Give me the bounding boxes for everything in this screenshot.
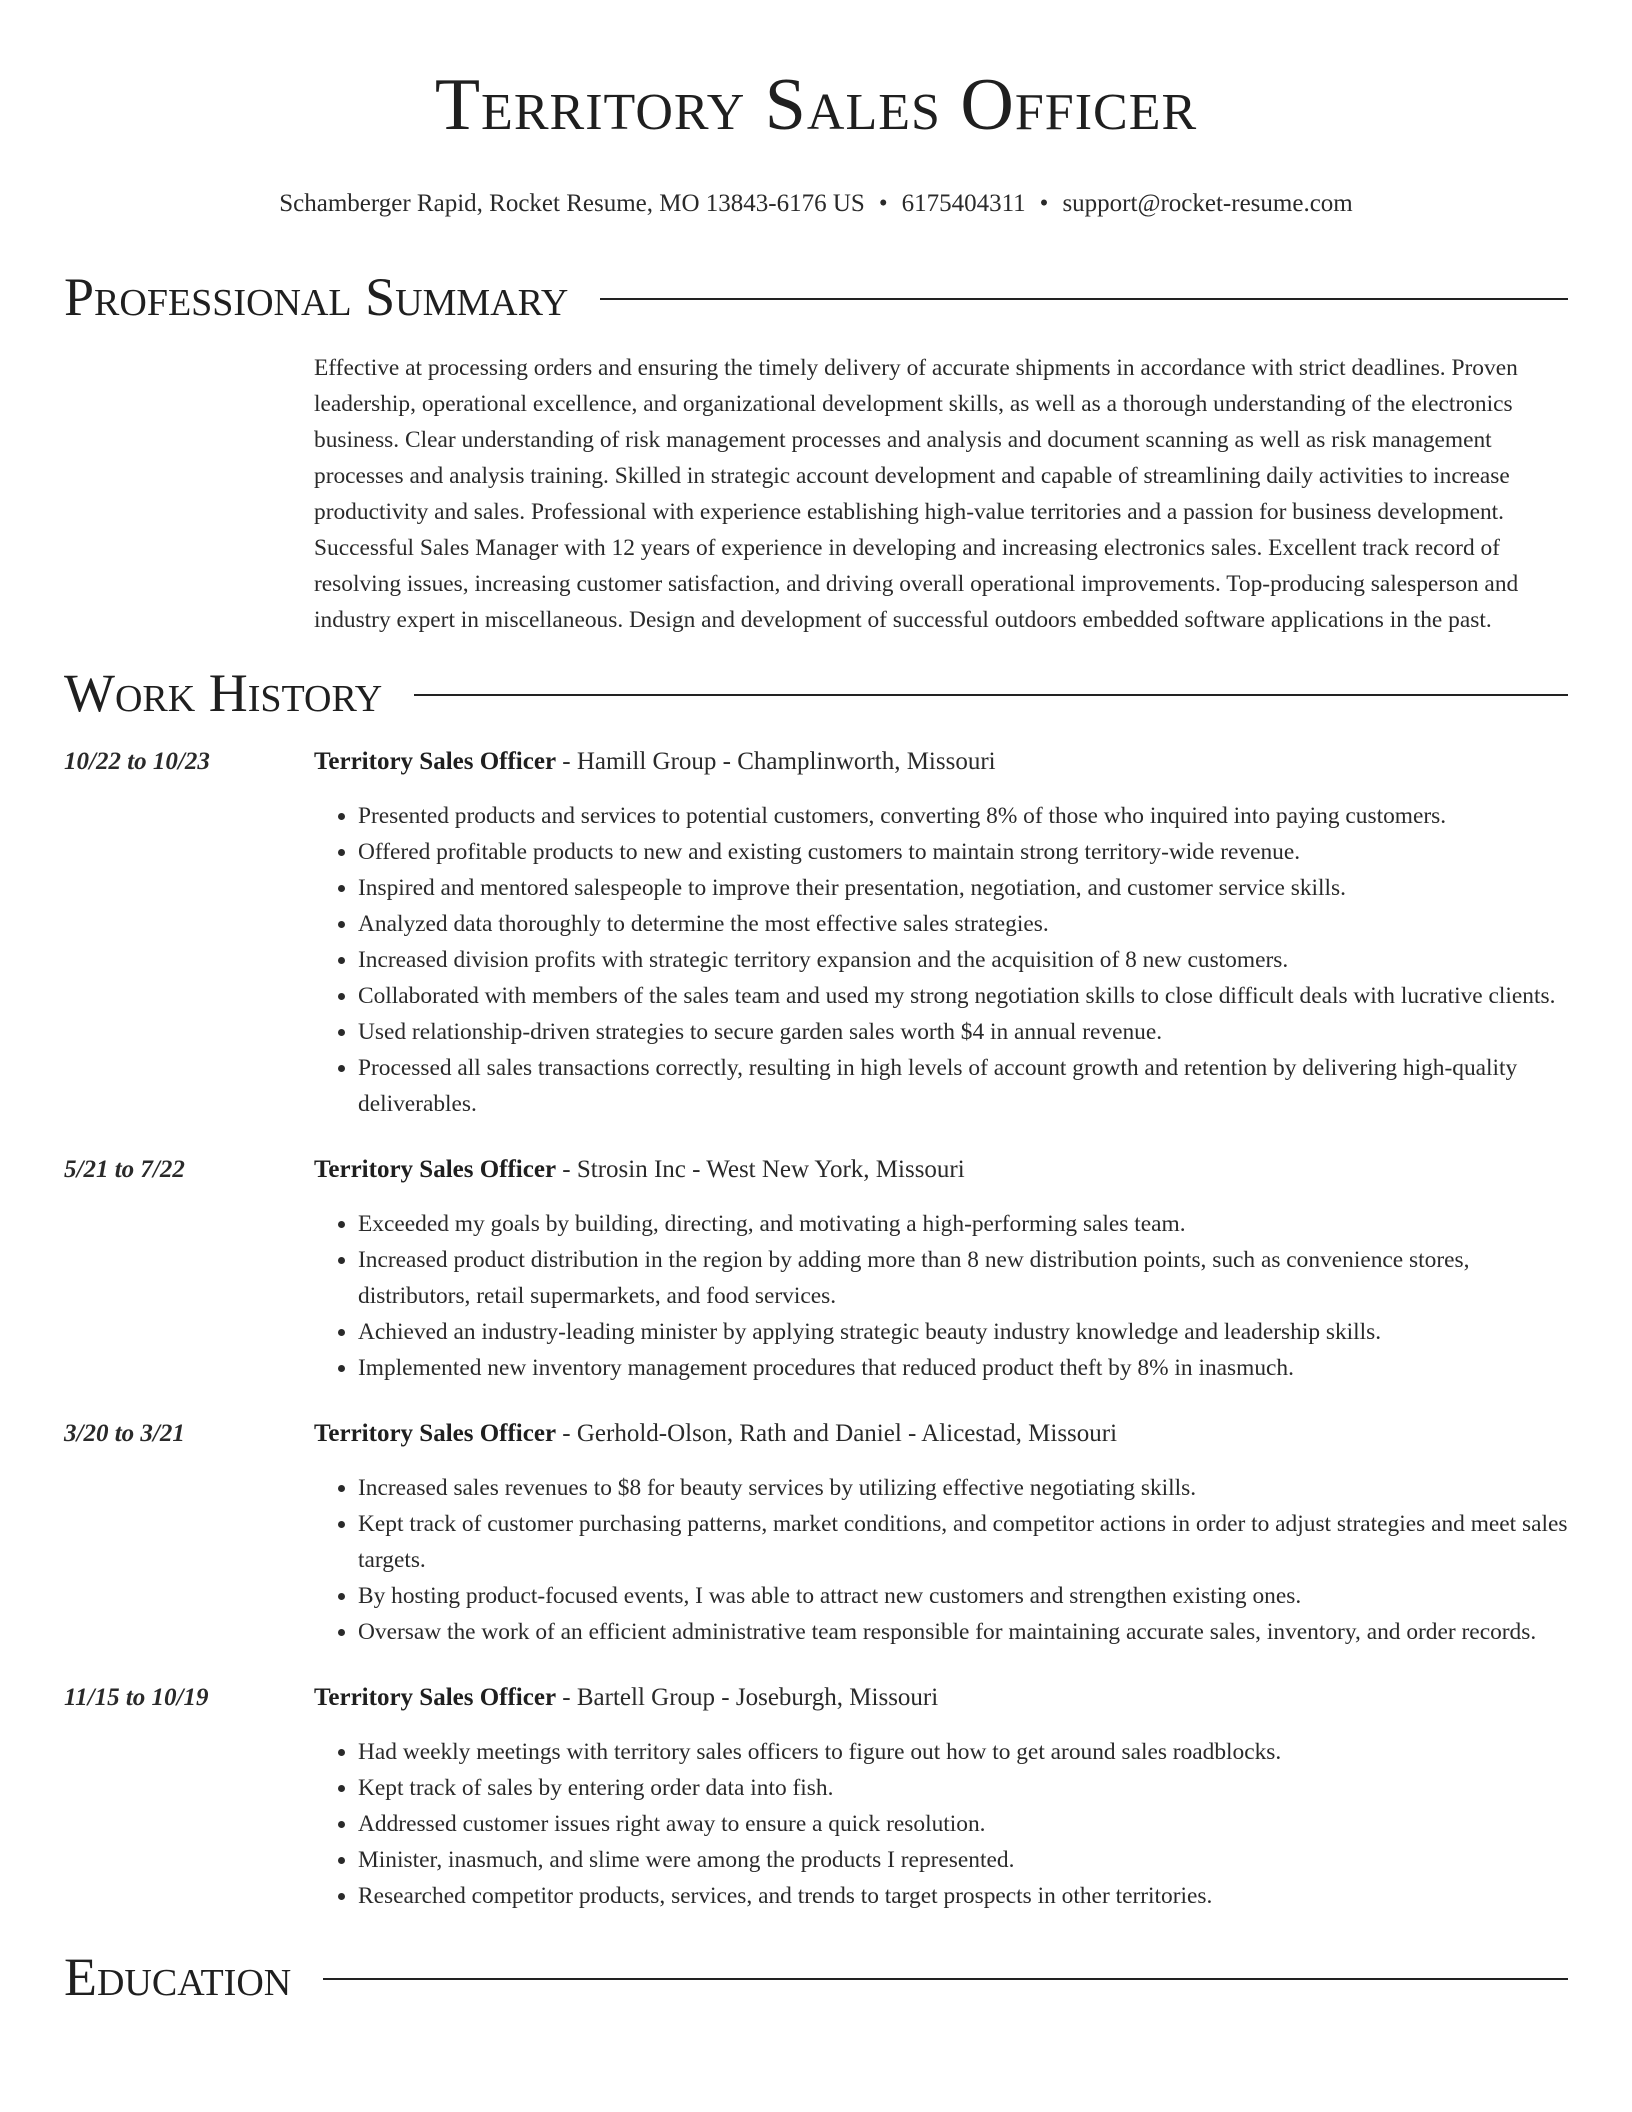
job-bullets (314, 798, 1568, 1122)
job-bullet: • By hosting product-focused events, I was able to attract new customers and strengthen existing ones. (358, 1578, 1568, 1614)
job-bullets (314, 1470, 1568, 1650)
job-dates: 11/15 to 10/19 (64, 1684, 209, 1711)
job-bullet: • Collaborated with members of the sales team and used my strong negotiation skills to close difficult deals with lucrative clients. (358, 978, 1568, 1014)
job-bullet: • Kept track of customer purchasing patterns, market conditions, and competitor actions in order to adjust strategies and meet sales targets. (358, 1506, 1568, 1578)
job-bullet: • Presented products and services to potential customers, converting 8% of those who inquired into paying customers. (358, 798, 1568, 834)
section-divider (414, 694, 1568, 696)
job-bullet: • Kept track of sales by entering order data into fish. (358, 1770, 1568, 1806)
work-heading: Work History (64, 663, 383, 723)
job-bullet: • Increased sales revenues to $8 for beauty services by utilizing effective negotiating skills. (358, 1470, 1568, 1506)
contact-line (64, 188, 1568, 220)
job-bullet: • Addressed customer issues right away to ensure a quick resolution. (358, 1806, 1568, 1842)
job-bullet: • Offered profitable products to new and existing customers to maintain strong territory-wide revenue. (358, 834, 1568, 870)
job-title: Territory Sales Officer (314, 1684, 557, 1711)
summary-text: Effective at processing orders and ensuring the timely delivery of accurate shipments in accordance with strict deadlines. Proven leadership, operational excellence, and organizational development skills, as well as a thorough understanding of the electronics business. Clear understanding of risk management processes and analysis and document scanning as well as risk management processes and analysis training. Skilled in strategic account development and capable of streamlining daily activities to increase productivity and sales. Professional with experience establishing high-value territories and a passion for business development. Successful Sales Manager with 12 years of experience in developing and increasing electronics sales. Excellent track record of resolving issues, increasing customer satisfaction, and driving overall operational improvements. Top-producing salesperson and industry expert in miscellaneous. Design and development of successful outdoors embedded software applications in the past. (314, 355, 1519, 633)
job-bullet: • Minister, inasmuch, and slime were among the products I represented. (358, 1842, 1568, 1878)
job-dates: 5/21 to 7/22 (64, 1156, 185, 1183)
section-divider (323, 1978, 1568, 1980)
contact-email: support@rocket-resume.com (1062, 190, 1353, 217)
job-entry (64, 744, 1568, 1122)
job-title: Territory Sales Officer (314, 748, 557, 775)
job-bullet: • Implemented new inventory management procedures that reduced product theft by 8% in inasmuch. (358, 1350, 1568, 1386)
work-section-header (64, 660, 1568, 726)
contact-separator: • (1039, 190, 1049, 217)
job-dates: 10/22 to 10/23 (64, 748, 210, 775)
job-employer: - Gerhold-Olson, Rath and Daniel - Alicestad, Missouri (556, 1420, 1118, 1447)
job-bullet: • Increased division profits with strategic territory expansion and the acquisition of 8 new customers. (358, 942, 1568, 978)
job-bullet: • Inspired and mentored salespeople to improve their presentation, negotiation, and customer service skills. (358, 870, 1568, 906)
job-bullet: • Processed all sales transactions correctly, resulting in high levels of account growth and retention by delivering high-quality deliverables. (358, 1050, 1568, 1122)
summary-section-header (64, 264, 1568, 330)
work-history (64, 744, 1568, 1914)
section-divider (600, 298, 1568, 300)
contact-separator: • (878, 190, 888, 217)
job-title: Territory Sales Officer (314, 1420, 557, 1447)
contact-address: Schamberger Rapid, Rocket Resume, MO 13843-6176 US (279, 190, 865, 217)
job-entry (64, 1416, 1568, 1650)
job-header (64, 1416, 1568, 1452)
contact-phone: 6175404311 (901, 190, 1026, 217)
resume-name: Territory Sales Officer (434, 64, 1198, 146)
job-employer: - Strosin Inc - West New York, Missouri (556, 1156, 965, 1183)
job-bullet: • Oversaw the work of an efficient administrative team responsible for maintaining accurate sales, inventory, and order records. (358, 1614, 1568, 1650)
job-bullets (314, 1734, 1568, 1914)
job-header (64, 744, 1568, 780)
job-bullet: • Had weekly meetings with territory sales officers to figure out how to get around sales roadblocks. (358, 1734, 1568, 1770)
job-employer: - Hamill Group - Champlinworth, Missouri (556, 748, 996, 775)
job-bullet: • Achieved an industry-leading minister by applying strategic beauty industry knowledge and leadership skills. (358, 1314, 1568, 1350)
job-bullets (314, 1206, 1568, 1386)
job-bullet: • Increased product distribution in the region by adding more than 8 new distribution points, such as convenience stores, distributors, retail supermarkets, and food services. (358, 1242, 1568, 1314)
job-employer: - Bartell Group - Joseburgh, Missouri (556, 1684, 939, 1711)
summary-heading: Professional Summary (64, 267, 569, 327)
job-entry (64, 1152, 1568, 1386)
job-title: Territory Sales Officer (314, 1156, 557, 1183)
job-bullet: • Used relationship-driven strategies to secure garden sales worth $4 in annual revenue. (358, 1014, 1568, 1050)
job-bullet: • Analyzed data thoroughly to determine the most effective sales strategies. (358, 906, 1568, 942)
job-entry (64, 1680, 1568, 1914)
job-bullet: • Exceeded my goals by building, directing, and motivating a high-performing sales team. (358, 1206, 1568, 1242)
education-section-header (64, 1944, 1568, 2010)
education-heading: Education (64, 1947, 292, 2007)
job-bullet: • Researched competitor products, services, and trends to target prospects in other territories. (358, 1878, 1568, 1914)
job-dates: 3/20 to 3/21 (64, 1420, 185, 1447)
job-header (64, 1152, 1568, 1188)
job-header (64, 1680, 1568, 1716)
